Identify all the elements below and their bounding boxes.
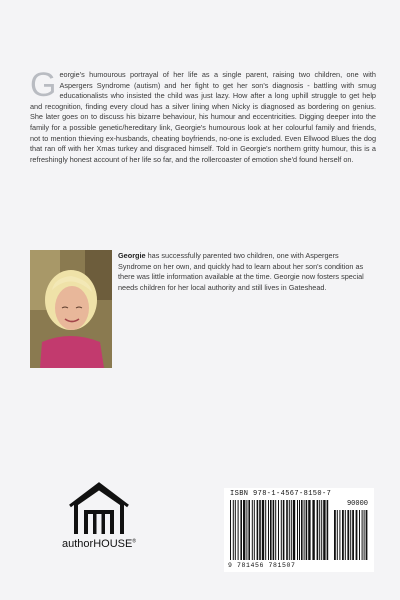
author-photo — [30, 250, 112, 368]
blurb-text: eorgie's humourous portrayal of her life as a single parent, raising two children, one with Aspergers Syndrome (autism) and her fight to get her son's diagnosis - battling with smug educationalists who insisted the child was just lazy. How after a long uphill struggle to get help and recognition, finding every cloud has a silver lining when Nicky is diagnosed as bordering on genius. She later goes on to discuss his bizarre behaviour, his humour and eccentricities. Digging deeper into the family for a possible genetic/hereditary link, Georgie's humourous look at her colourful family and friends, not to mention thieving ex-husbands, cheating boyfriends, no-one is excluded. Even Ellwood Blues the dog that ran off with her Xmas turkey and disgraced himself. Told in Georgie's northern gritty humour, this is a refreshingly honest account of her life so far, and the rollercoaster of emotion she'd found herself on. — [30, 70, 376, 164]
barcode-digits: 9 781456 781507 — [228, 562, 296, 569]
author-bio-text: has successfully parented two children, one with Aspergers Syndrome on her own, and quickly had to learn about her son's condition as there was little information available at the time. Georgie now fosters special needs children for her local authority and still lives in Gateshead. — [118, 251, 364, 292]
author-bio — [118, 251, 372, 293]
price-code: 90000 — [346, 500, 368, 508]
author-portrait-icon — [30, 250, 112, 368]
authorhouse-logo-icon — [62, 482, 136, 538]
back-cover-blurb — [30, 66, 376, 165]
author-name: Georgie — [118, 251, 146, 260]
drop-cap: G — [30, 66, 57, 104]
barcode — [224, 488, 374, 572]
publisher-name: authorHOUSE® — [62, 538, 136, 550]
publisher-logo — [62, 482, 136, 572]
barcode-bars — [224, 488, 374, 572]
isbn-label: ISBN 978-1-4567-8150-7 — [230, 490, 332, 498]
